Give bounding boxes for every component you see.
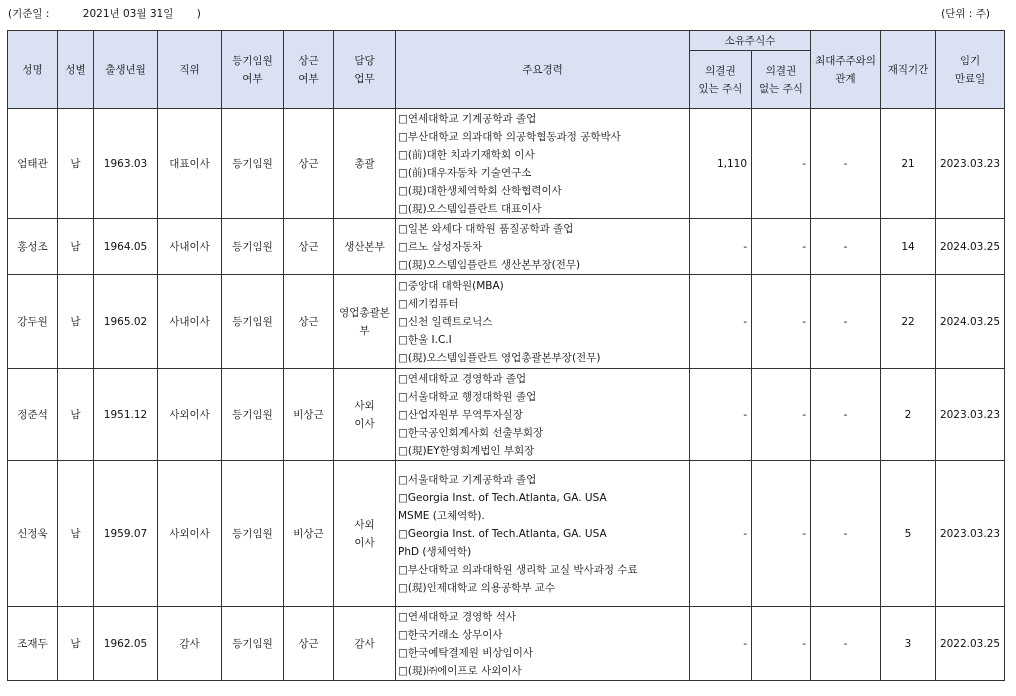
cell-career-line: □(現)오스템임플란트 생산본부장(전무) <box>398 258 581 271</box>
cell-career-line: □Georgia Inst. of Tech.Atlanta, GA. USA <box>398 491 607 504</box>
cell-career-line: □(現)EY한영회계법인 부회장 <box>398 444 535 457</box>
cell-duty <box>334 607 396 681</box>
cell-registered: 등기임원 <box>222 109 284 219</box>
cell-relation: - <box>811 219 881 275</box>
cell-term-end: 2022.03.25 <box>936 607 1005 681</box>
cell-duty-line: 부 <box>359 324 370 337</box>
table-row <box>8 607 1005 681</box>
cell-duty-line: 총괄 <box>354 157 375 170</box>
cell-career-line: □산업자원부 무역투자실장 <box>398 408 523 421</box>
cell-tenure: 21 <box>881 109 936 219</box>
cell-term-end: 2023.03.23 <box>936 369 1005 461</box>
cell-gender: 남 <box>58 607 94 681</box>
cell-birth: 1965.02 <box>94 275 158 369</box>
cell-career-line: □(現)오스템임플란트 영업총괄본부장(전무) <box>398 351 601 364</box>
header-row-1 <box>8 31 1005 51</box>
col-fulltime-line1: 상근 <box>298 54 319 67</box>
unit-label: (단위 : 주) <box>941 8 990 20</box>
cell-duty-line: 이사 <box>354 417 375 430</box>
cell-position: 사외이사 <box>158 461 222 607</box>
cell-name: 강두원 <box>8 275 58 369</box>
table-row <box>8 461 1005 607</box>
cell-gender: 남 <box>58 109 94 219</box>
table-row <box>8 109 1005 219</box>
base-date <box>8 6 201 21</box>
cell-name: 신정욱 <box>8 461 58 607</box>
cell-nonvoting-shares: - <box>752 369 811 461</box>
col-nonvoting-line2: 없는 주식 <box>759 82 803 95</box>
col-voting-line1: 의결권 <box>705 64 736 77</box>
cell-career-line: □한국예탁결제원 비상임이사 <box>398 646 533 659</box>
cell-registered: 등기임원 <box>222 369 284 461</box>
cell-career-line: □세기컴퓨터 <box>398 297 459 310</box>
col-registered-line1: 등기임원 <box>232 54 273 67</box>
cell-name: 엄태관 <box>8 109 58 219</box>
cell-relation: - <box>811 275 881 369</box>
col-fulltime-line2: 여부 <box>298 72 319 85</box>
cell-career <box>396 109 690 219</box>
cell-voting-shares: - <box>690 461 752 607</box>
cell-career-line: □연세대학교 기계공학과 졸업 <box>398 112 537 125</box>
cell-birth: 1963.03 <box>94 109 158 219</box>
cell-voting-shares: - <box>690 275 752 369</box>
cell-nonvoting-shares: - <box>752 219 811 275</box>
cell-position: 대표이사 <box>158 109 222 219</box>
cell-career-line: □(前)대우자동차 기술연구소 <box>398 166 532 179</box>
cell-career <box>396 275 690 369</box>
cell-fulltime: 상근 <box>284 219 334 275</box>
cell-career-line: PhD (생체역학) <box>398 545 472 558</box>
col-term-end <box>936 31 1005 109</box>
cell-career-line: □(現)오스템임플란트 대표이사 <box>398 202 542 215</box>
col-duty-line1: 담당 <box>354 54 375 67</box>
cell-career-line: □부산대학교 의과대학 의공학협동과정 공학박사 <box>398 130 621 143</box>
cell-nonvoting-shares: - <box>752 275 811 369</box>
cell-career-line: □한울 I.C.I <box>398 333 452 346</box>
cell-career-line: □한국거래소 상무이사 <box>398 628 503 641</box>
cell-gender: 남 <box>58 461 94 607</box>
cell-term-end: 2024.03.25 <box>936 219 1005 275</box>
cell-career <box>396 369 690 461</box>
cell-career-line: □서울대학교 기계공학과 졸업 <box>398 473 537 486</box>
col-term-end-line2: 만료일 <box>954 72 986 85</box>
cell-duty-line: 영업총괄본 <box>339 306 390 319</box>
cell-career-line: □연세대학교 경영학 석사 <box>398 610 517 623</box>
cell-career-line: □(前)대한 치과기재학회 이사 <box>398 148 535 161</box>
base-date-close: ) <box>196 8 201 20</box>
col-tenure: 재직기간 <box>881 31 936 109</box>
cell-term-end: 2024.03.25 <box>936 275 1005 369</box>
col-relation-line1: 최대주주와의 <box>815 54 876 67</box>
col-duty <box>334 31 396 109</box>
cell-birth: 1951.12 <box>94 369 158 461</box>
cell-tenure: 2 <box>881 369 936 461</box>
cell-tenure: 14 <box>881 219 936 275</box>
cell-position: 사내이사 <box>158 275 222 369</box>
cell-gender: 남 <box>58 219 94 275</box>
cell-gender: 남 <box>58 275 94 369</box>
cell-fulltime: 비상근 <box>284 461 334 607</box>
col-relation-line2: 관계 <box>835 72 856 85</box>
cell-career-line: □(現)대한생체역학회 산학협력이사 <box>398 184 562 197</box>
cell-tenure: 3 <box>881 607 936 681</box>
base-date-label: (기준일 : <box>8 8 50 20</box>
cell-tenure: 22 <box>881 275 936 369</box>
cell-name: 조재두 <box>8 607 58 681</box>
cell-voting-shares: - <box>690 607 752 681</box>
cell-term-end: 2023.03.23 <box>936 109 1005 219</box>
cell-career-line: □(現)㈜에이프로 사외이사 <box>398 664 522 677</box>
cell-career-line: □서울대학교 행정대학원 졸업 <box>398 390 537 403</box>
cell-relation: - <box>811 369 881 461</box>
cell-career-line: □Georgia Inst. of Tech.Atlanta, GA. USA <box>398 527 607 540</box>
col-shares: 소유주식수 <box>690 31 811 51</box>
table-row <box>8 275 1005 369</box>
col-nonvoting-line1: 의결권 <box>765 64 797 77</box>
cell-voting-shares: - <box>690 369 752 461</box>
cell-duty <box>334 109 396 219</box>
cell-gender: 남 <box>58 369 94 461</box>
cell-nonvoting-shares: - <box>752 461 811 607</box>
cell-relation: - <box>811 461 881 607</box>
cell-registered: 등기임원 <box>222 461 284 607</box>
base-date-value: 2021년 03월 31일 <box>82 8 174 20</box>
cell-position: 감사 <box>158 607 222 681</box>
cell-career-line: □중앙대 대학원(MBA) <box>398 279 504 292</box>
cell-career-line: □신천 일렉트로닉스 <box>398 315 493 328</box>
cell-fulltime: 상근 <box>284 275 334 369</box>
col-name: 성명 <box>8 31 58 109</box>
cell-career-line: MSME (고체역학). <box>398 509 485 522</box>
table-row <box>8 369 1005 461</box>
cell-position: 사내이사 <box>158 219 222 275</box>
cell-nonvoting-shares: - <box>752 109 811 219</box>
col-registered <box>222 31 284 109</box>
cell-birth: 1962.05 <box>94 607 158 681</box>
cell-voting-shares: 1,110 <box>690 109 752 219</box>
cell-career-line: □(現)인제대학교 의용공학부 교수 <box>398 581 556 594</box>
cell-birth: 1964.05 <box>94 219 158 275</box>
cell-relation: - <box>811 607 881 681</box>
cell-duty <box>334 461 396 607</box>
cell-registered: 등기임원 <box>222 607 284 681</box>
cell-term-end: 2023.03.23 <box>936 461 1005 607</box>
col-fulltime <box>284 31 334 109</box>
cell-duty-line: 이사 <box>354 536 375 549</box>
cell-duty <box>334 219 396 275</box>
col-voting <box>690 51 752 109</box>
col-term-end-line1: 임기 <box>959 54 981 67</box>
cell-duty-line: 생산본부 <box>344 240 385 253</box>
cell-fulltime: 비상근 <box>284 369 334 461</box>
col-relation <box>811 31 881 109</box>
cell-career-line: □연세대학교 경영학과 졸업 <box>398 372 527 385</box>
col-birth: 출생년월 <box>94 31 158 109</box>
cell-registered: 등기임원 <box>222 275 284 369</box>
cell-duty <box>334 369 396 461</box>
col-career: 주요경력 <box>396 31 690 109</box>
table-row <box>8 219 1005 275</box>
cell-career <box>396 461 690 607</box>
cell-relation: - <box>811 109 881 219</box>
col-registered-line2: 여부 <box>242 72 263 85</box>
cell-fulltime: 상근 <box>284 109 334 219</box>
cell-nonvoting-shares: - <box>752 607 811 681</box>
executives-table <box>7 30 1005 681</box>
cell-name: 정준석 <box>8 369 58 461</box>
cell-career-line: □일본 와세다 대학원 품질공학과 졸업 <box>398 222 574 235</box>
cell-career <box>396 219 690 275</box>
cell-duty-line: 사외 <box>354 399 375 412</box>
col-position: 직위 <box>158 31 222 109</box>
col-nonvoting <box>752 51 811 109</box>
cell-registered: 등기임원 <box>222 219 284 275</box>
cell-fulltime: 상근 <box>284 607 334 681</box>
cell-voting-shares: - <box>690 219 752 275</box>
table-body <box>8 109 1005 681</box>
cell-career-line: □한국공인회계사회 선출부회장 <box>398 426 544 439</box>
cell-name: 홍성조 <box>8 219 58 275</box>
cell-duty <box>334 275 396 369</box>
cell-career <box>396 607 690 681</box>
cell-career-line: □부산대학교 의과대학원 생리학 교실 박사과정 수료 <box>398 563 638 576</box>
cell-tenure: 5 <box>881 461 936 607</box>
cell-duty-line: 사외 <box>354 518 375 531</box>
cell-duty-line: 감사 <box>354 637 375 650</box>
cell-position: 사외이사 <box>158 369 222 461</box>
col-voting-line2: 있는 주식 <box>698 82 743 95</box>
col-duty-line2: 업무 <box>354 72 375 85</box>
col-gender: 성별 <box>58 31 94 109</box>
cell-career-line: □르노 삼성자동차 <box>398 240 483 253</box>
cell-birth: 1959.07 <box>94 461 158 607</box>
